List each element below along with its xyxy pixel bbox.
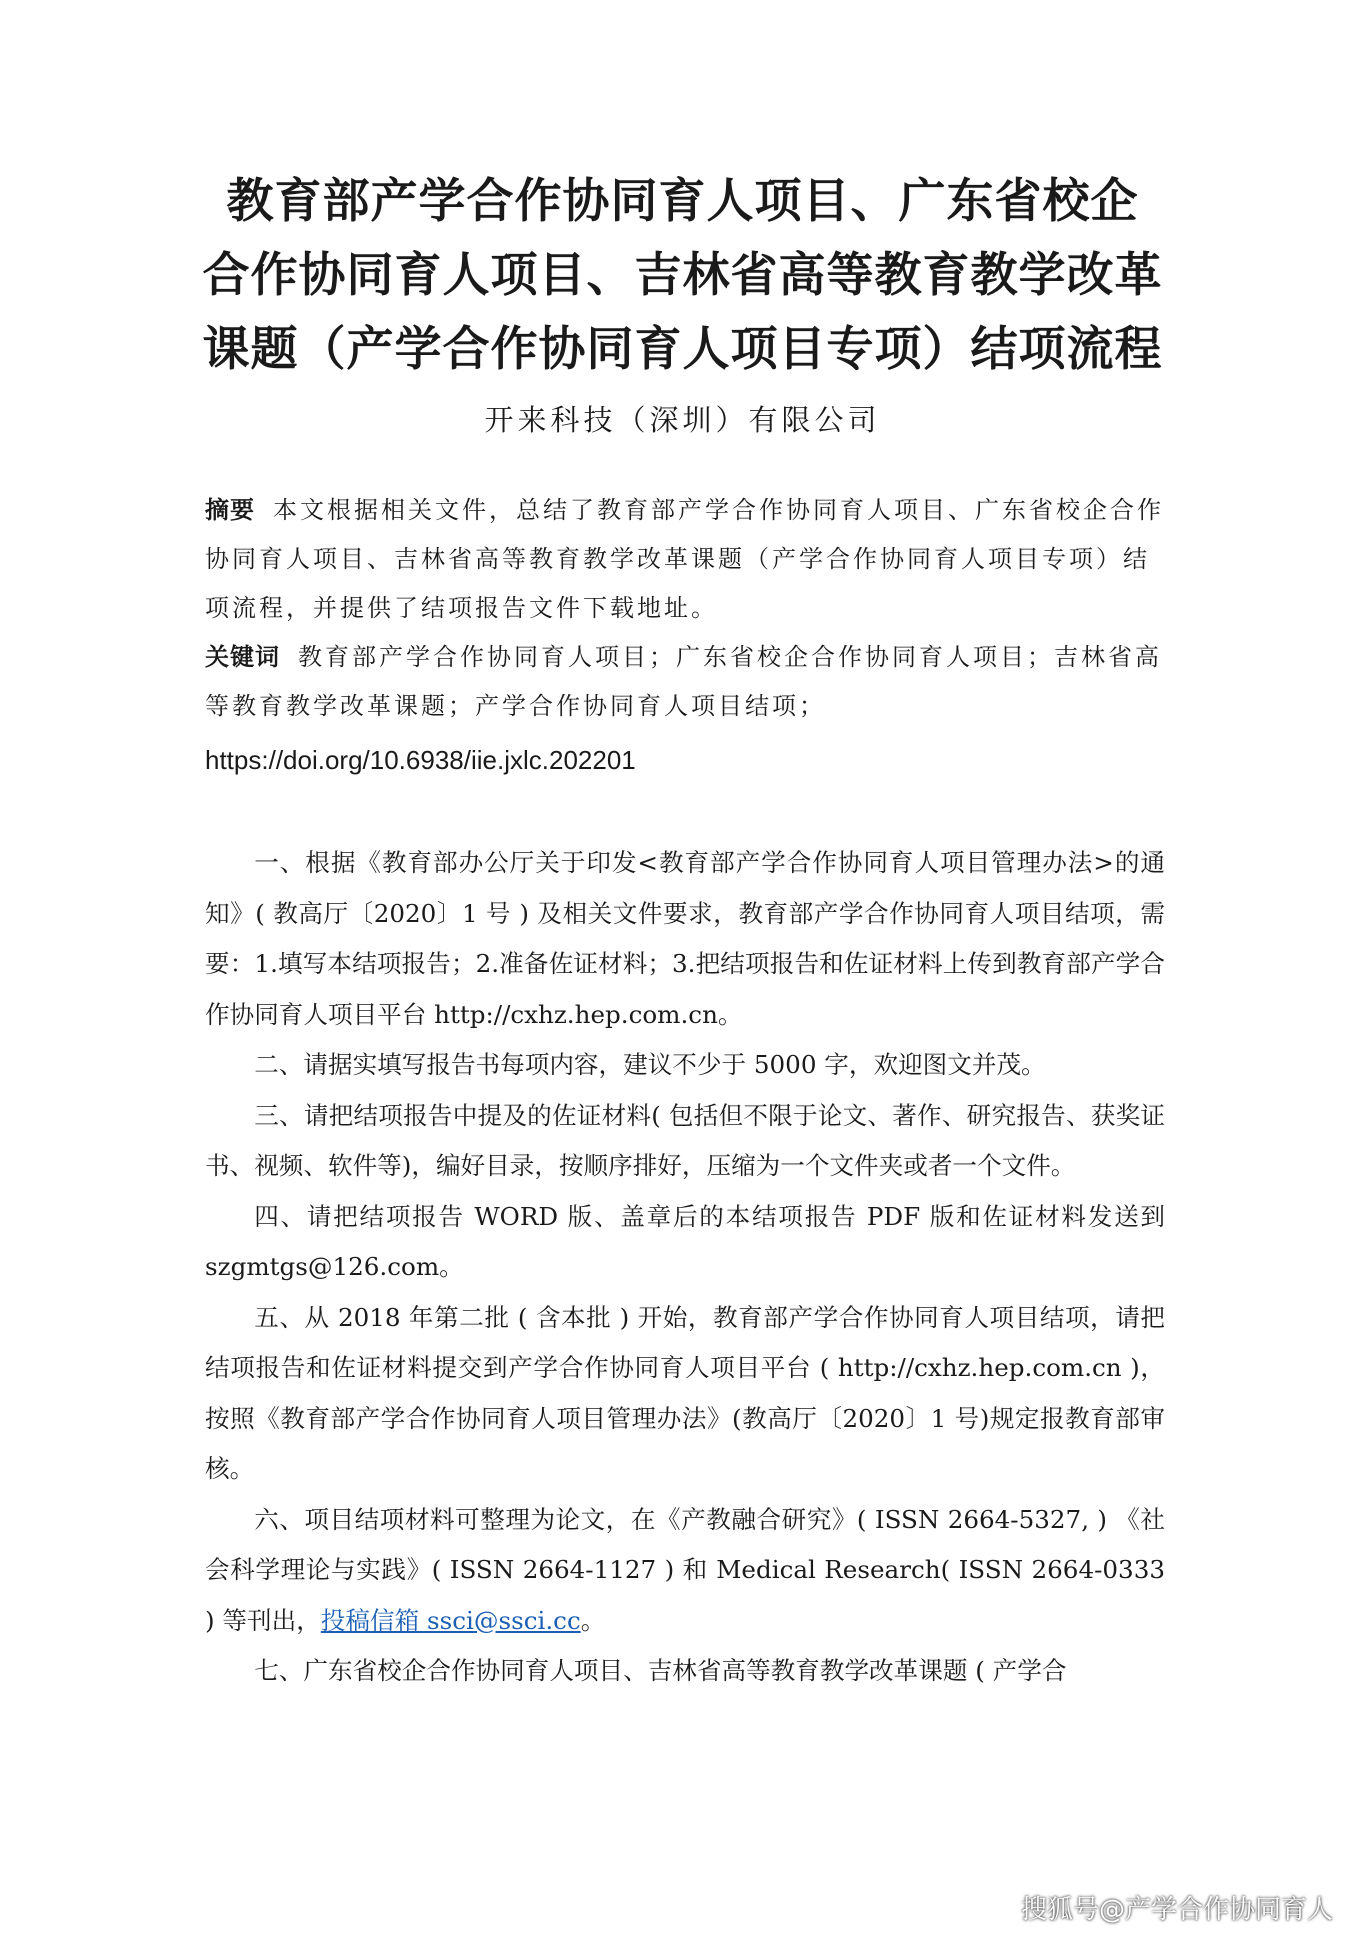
keywords-label: 关键词 [205,643,280,671]
paragraph-6-end: 。 [580,1605,606,1635]
paragraph-2: 二、请据实填写报告书每项内容，建议不少于 5000 字，欢迎图文并茂。 [254,1050,1046,1079]
paragraph-5: 五、从 2018 年第二批 ( 含本批 ) 开始，教育部产学合作协同育人项目结项，请把结项报告和佐证材料提交到产学合作协同育人项目平台 ( http://cxhz.hep.com.cn )，按照《教育部产学合作协同育人项目管理办法》(教高厅〔2020〕1 号)规定报教育部审核。 [205,1302,1165,1483]
abstract-text: 本文根据相关文件，总结了教育部产学合作协同育人项目、广东省校企合作协同育人项目、吉林省高等教育教学改革课题（产学合作协同育人项目专项）结项流程，并提供了结项报告文件下载地址。 [205,496,1164,622]
title-line-2: 合作协同育人项目、吉林省高等教育教学改革 [202,248,1163,303]
paragraph-4: 四、请把结项报告 WORD 版、盖章后的本结项报告 PDF 版和佐证材料发送到 szgmtgs@126.com。 [205,1201,1165,1281]
organization-name: 开来科技（深圳）有限公司 [484,403,881,437]
keywords-text: 教育部产学合作协同育人项目；广东省校企合作协同育人项目；吉林省高等教育教学改革课题；产学合作协同育人项目结项； [205,643,1162,720]
title-line-1: 教育部产学合作协同育人项目、广东省校企 [226,174,1139,229]
paragraph-3: 三、请把结项报告中提及的佐证材料( 包括但不限于论文、著作、研究报告、获奖证书、视频、软件等)，编好目录，按顺序排好，压缩为一个文件夹或者一个文件。 [205,1100,1165,1180]
paragraph-1: 一、根据《教育部办公厅关于印发<教育部产学合作协同育人项目管理办法>的通知》( 教高厅〔2020〕1 号 ) 及相关文件要求，教育部产学合作协同育人项目结项，需要：1.填写本结项报告；2.准备佐证材料；3.把结项报告和佐证材料上传到教育部产学合作协同育人项目平台 http://cxhz.hep.com.cn。 [205,848,1165,1029]
submission-email-link[interactable]: 投稿信箱 ssci@ssci.cc [320,1605,581,1635]
paragraph-6-text: 六、项目结项材料可整理为论文，在《产教融合研究》( ISSN 2664-5327, ) 《社会科学理论与实践》( ISSN 2664-1127 ) 和 Medical Research( ISSN 2664-0333 ) 等刊出， [205,1504,1165,1635]
abstract-block [205,486,1165,731]
abstract-label: 摘要 [205,496,255,524]
abstract [205,486,1165,633]
keywords [205,633,1165,731]
body-text [205,838,1165,1697]
paragraph-6 [205,1495,1165,1647]
watermark: 搜狐号@产学合作协同育人 [1020,1895,1333,1925]
page-title [150,165,1215,387]
title-line-3: 课题（产学合作协同育人项目专项）结项流程 [202,322,1163,377]
paragraph-7: 七、广东省校企合作协同育人项目、吉林省高等教育教学改革课题 ( 产学合 [254,1656,1067,1685]
doi-link[interactable]: https://doi.org/10.6938/iie.jxlc.202201 [205,745,636,775]
